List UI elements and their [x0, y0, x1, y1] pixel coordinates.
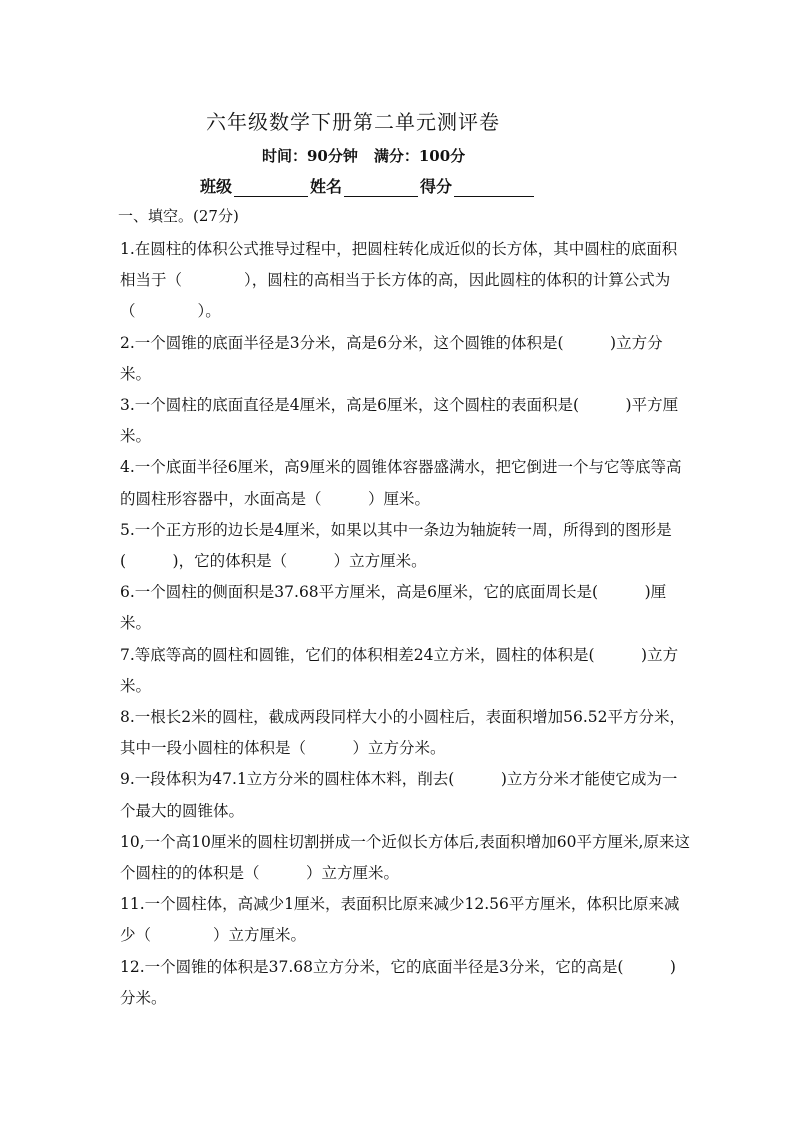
exam-meta: [262, 145, 465, 166]
question-6: 6.一个圆柱的侧面积是37.68平方厘米，高是6厘米，它的底面周长是( )厘米。: [120, 583, 667, 633]
class-blank[interactable]: [234, 178, 308, 197]
question-7: 7.等底等高的圆柱和圆锥，它们的体积相差24立方米，圆柱的体积是( )立方米。: [120, 645, 679, 695]
question-2: 2.一个圆锥的底面半径是3分米，高是6分米，这个圆锥的体积是( )立方分米。: [120, 333, 663, 383]
question-11: 11.一个圆柱体，高减少1厘米，表面积比原来减少12.56平方厘米，体积比原来减少（ ）立方厘米。: [120, 895, 680, 945]
score-label: 得分: [420, 177, 453, 196]
name-blank[interactable]: [344, 178, 418, 197]
student-info-line: [200, 174, 536, 197]
section-title: 一、填空。(27分): [118, 207, 239, 225]
time-info: 时间：90分钟: [262, 147, 358, 165]
class-label: 班级: [200, 177, 233, 196]
score-blank[interactable]: [454, 178, 534, 197]
exam-title: 六年级数学下册第二单元测评卷: [206, 110, 500, 134]
question-1: 1.在圆柱的体积公式推导过程中，把圆柱转化成近似的长方体，其中圆柱的底面积相当于（ ），圆柱的高相当于长方体的高，因此圆柱的体积的计算公式为（ ）。: [120, 240, 678, 321]
score-info: 满分：100分: [373, 147, 466, 165]
question-3: 3.一个圆柱的底面直径是4厘米，高是6厘米，这个圆柱的表面积是( )平方厘米。: [120, 396, 679, 446]
question-list: [120, 234, 690, 1014]
question-9: 9.一段体积为47.1立方分米的圆柱体木料，削去( )立方分米才能使它成为一个最大的圆锥体。: [120, 770, 678, 820]
question-4: 4.一个底面半径6厘米，高9厘米的圆锥体容器盛满水，把它倒进一个与它等底等高的圆柱形容器中，水面高是（ ）厘米。: [120, 458, 682, 508]
question-12: 12.一个圆锥的体积是37.68立方分米，它的底面半径是3分米，它的高是( )分米。: [120, 957, 676, 1007]
name-label: 姓名: [310, 177, 343, 196]
question-8: 8.一根长2米的圆柱，截成两段同样大小的小圆柱后，表面积增加56.52平方分米，其中一段小圆柱的体积是（ ）立方分米。: [120, 708, 686, 758]
question-5: 5.一个正方形的边长是4厘米，如果以其中一条边为轴旋转一周，所得到的图形是( )，它的体积是（ ）立方厘米。: [120, 520, 672, 571]
question-10: 10,一个高10厘米的圆柱切割拼成一个近似长方体后,表面积增加60平方厘米,原来这个圆柱的的体积是（ ）立方厘米。: [120, 832, 690, 883]
